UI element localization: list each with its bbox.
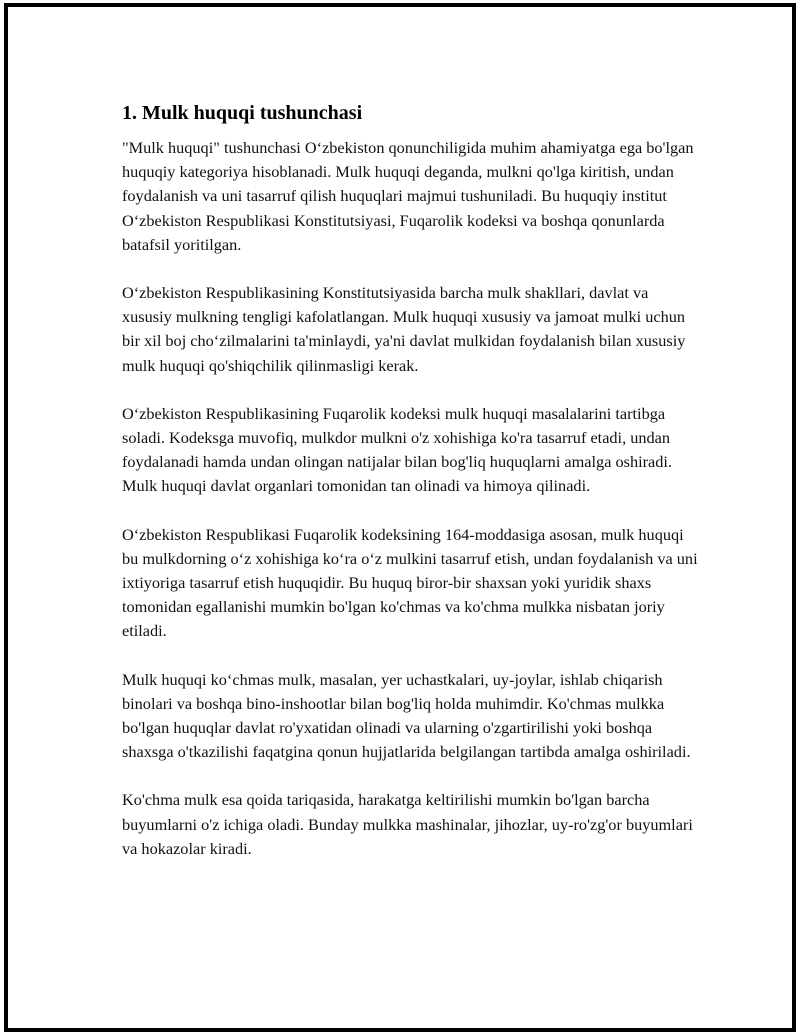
document-body <box>122 99 702 885</box>
paragraph-3: O‘zbekiston Respublikasining Fuqarolik kodeksi mulk huquqi masalalarini tartibga soladi. Kodeksga muvofiq, mulkdor mulkni o'z xohishiga ko'ra tasarruf etadi, undan foydalanadi hamda undan olingan natijalar bilan bog'liq huquqlarni amalga oshiradi. Mulk huquqi davlat organlari tomonidan tan olinadi va himoya qilinadi. <box>122 403 673 496</box>
page-frame <box>4 3 796 1032</box>
paragraph-2: O‘zbekiston Respublikasining Konstitutsiyasida barcha mulk shakllari, davlat va xususiy mulkning tengligi kafolatlangan. Mulk huquqi xususiy va jamoat mulki uchun bir xil boj cho‘zilmalarini ta'minlaydi, ya'ni davlat mulkidan foydalanish bilan xususiy mulk huquqi qo'shiqchilik qilinmasligi kerak. <box>122 283 686 375</box>
paragraph-5: Mulk huquqi ko‘chmas mulk, masalan, yer uchastkalari, uy-joylar, ishlab chiqarish binolari va boshqa bino-inshootlar bilan bog'liq holda muhimdir. Ko'chmas mulkka bo'lgan huquqlar davlat ro'yxatidan olinadi va ularning o'zgartirilishi yoki boshqa shaxsga o'tkazilishi faqatgina qonun hujjatlarida belgilangan tartibda amalga oshiriladi. <box>122 669 691 762</box>
paragraph-4: O‘zbekiston Respublikasi Fuqarolik kodeksining 164-moddasiga asosan, mulk huquqi bu mulkdorning o‘z xohishiga ko‘ra o‘z mulkini tasarruf etish, undan foydalanish va uni ixtiyoriga tasarruf etish huquqidir. Bu huquq biror-bir shaxsan yoki yuridik shaxs tomonidan egallanishi mumkin bo'lgan ko'chmas va ko'chma mulkka nisbatan joriy etiladi. <box>122 524 698 641</box>
paragraph-1: "Mulk huquqi" tushunchasi O‘zbekiston qonunchiligida muhim ahamiyatga ega bo'lgan huquqiy kategoriya hisoblanadi. Mulk huquqi deganda, mulkni qo'lga kiritish, undan foydalanish va uni tasarruf qilish huquqlari majmui tushuniladi. Bu huquqiy institut O‘zbekiston Respublikasi Konstitutsiyasi, Fuqarolik kodeksi va boshqa qonunlarda batafsil yoritilgan. <box>122 138 694 254</box>
paragraph-6: Ko'chma mulk esa qoida tariqasida, harakatga keltirilishi mumkin bo'lgan barcha buyumlarni o'z ichiga oladi. Bunday mulkka mashinalar, jihozlar, uy-ro'zg'or buyumlari va hokazolar kiradi. <box>122 790 693 858</box>
section-heading: 1. Mulk huquqi tushunchasi <box>122 102 363 124</box>
